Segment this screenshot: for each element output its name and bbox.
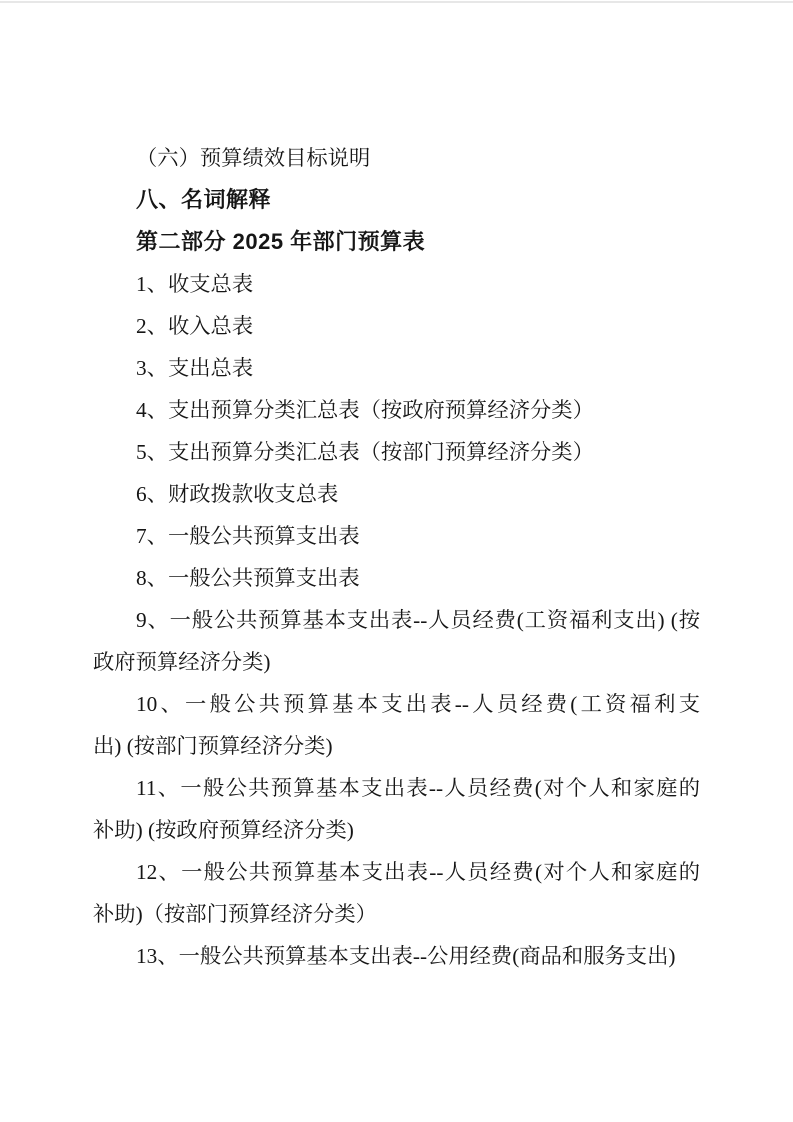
toc-item-8: 8、一般公共预算支出表 (136, 566, 360, 590)
page-top-divider (0, 1, 793, 3)
toc-item-10-line-2: 出) (按部门预算经济分类) (93, 734, 333, 758)
document-body (93, 137, 700, 977)
toc-item-5: 5、支出预算分类汇总表（按部门预算经济分类） (136, 440, 594, 464)
toc-item-10-line-1: 10、一般公共预算基本支出表--人员经费(工资福利支 (136, 692, 700, 716)
toc-item-1: 1、收支总表 (136, 272, 254, 296)
toc-item-4: 4、支出预算分类汇总表（按政府预算经济分类） (136, 398, 594, 422)
toc-item-11-line-2: 补助) (按政府预算经济分类) (93, 818, 354, 842)
toc-item-6: 6、财政拨款收支总表 (136, 482, 339, 506)
heading-part-2: 第二部分 2025 年部门预算表 (136, 229, 426, 254)
toc-item-13: 13、一般公共预算基本支出表--公用经费(商品和服务支出) (136, 944, 676, 968)
toc-item-9-line-2: 政府预算经济分类) (93, 650, 271, 674)
toc-item-12-line-2: 补助)（按部门预算经济分类） (93, 902, 377, 926)
toc-item-2: 2、收入总表 (136, 314, 254, 338)
toc-item-9-line-1: 9、一般公共预算基本支出表--人员经费(工资福利支出) (按 (136, 608, 700, 632)
toc-line-section-6: （六）预算绩效目标说明 (136, 146, 371, 170)
toc-item-7: 7、一般公共预算支出表 (136, 524, 360, 548)
toc-item-12-line-1: 12、一般公共预算基本支出表--人员经费(对个人和家庭的 (136, 860, 700, 884)
toc-item-3: 3、支出总表 (136, 356, 254, 380)
toc-item-11-line-1: 11、一般公共预算基本支出表--人员经费(对个人和家庭的 (136, 776, 700, 800)
heading-section-8: 八、名词解释 (136, 187, 272, 212)
